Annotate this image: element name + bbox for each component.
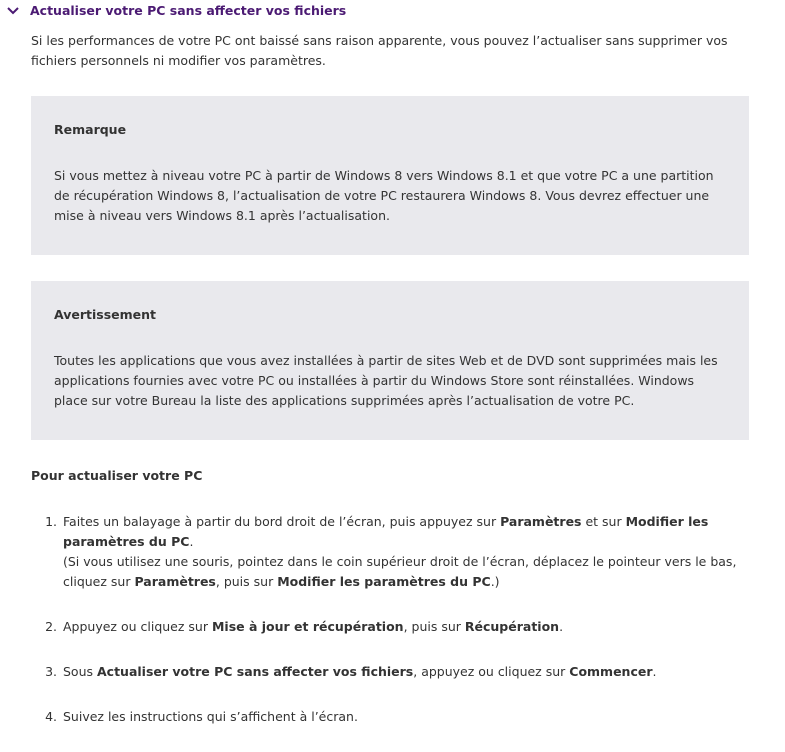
note-title: Remarque [54,122,127,137]
step-number: 4. [45,709,57,724]
step-number: 2. [45,619,57,634]
step-text-part: . [189,534,194,549]
step-text-part: , puis sur [215,574,278,589]
step-ui-term: Actualiser votre PC sans affecter vos fichiers [97,664,414,679]
step-text-part: Faites un balayage à partir du bord droit de l’écran, puis appuyez sur [63,514,501,529]
warning-title: Avertissement [54,307,157,322]
step-text-part: et sur [581,514,626,529]
step-item [31,512,746,592]
section-intro: Si les performances de votre PC ont baissé sans raison apparente, vous pouvez l’actualiser sans supprimer vos fichiers personnels ni modifier vos paramètres. [31,33,728,68]
step-text-part: Suivez les instructions qui s’affichent à l’écran. [63,709,358,724]
step-text [63,707,746,727]
step-number: 3. [45,664,57,679]
step-ui-term: Modifier les paramètres du PC [63,514,709,549]
step-text [63,617,746,637]
step-ui-term: Paramètres [500,514,582,529]
note-callout [31,96,749,255]
step-text-part: Sous [63,664,97,679]
step-item [31,617,746,637]
step-item [31,662,746,682]
warning-callout [31,281,749,440]
step-text-part: . [559,619,564,634]
note-body: Si vous mettez à niveau votre PC à partir de Windows 8 vers Windows 8.1 et que votre PC a une partition de récupération Windows 8, l’actualisation de votre PC restaurera Windows 8. Vous devrez effectuer une mise à niveau vers Windows 8.1 après l’actualisation. [54,168,714,223]
step-number: 1. [45,514,57,529]
step-item [31,707,746,727]
step-ui-term: Mise à jour et récupération [211,619,404,634]
step-text-part: . [652,664,657,679]
step-text-part: , puis sur [403,619,465,634]
step-ui-term: Paramètres [134,574,216,589]
step-text [63,662,746,682]
step-ui-term: Modifier les paramètres du PC [277,574,491,589]
step-text [63,512,746,592]
warning-body: Toutes les applications que vous avez installées à partir de sites Web et de DVD sont supprimées mais les applications fournies avec votre PC ou installées à partir du Windows Store sont réinstallées. Windows place sur votre Bureau la liste des applications supprimées après l’actualisation de votre PC. [54,353,718,408]
step-ui-term: Récupération [464,619,560,634]
procedure-steps [31,512,746,752]
chevron-down-icon [6,4,20,18]
section-header-toggle[interactable] [6,0,346,22]
step-ui-term: Commencer [569,664,653,679]
step-text-part: , appuyez ou cliquez sur [413,664,570,679]
step-text-part: Appuyez ou cliquez sur [63,619,212,634]
step-text-part: .) [490,574,500,589]
section-title: Actualiser votre PC sans affecter vos fichiers [30,3,347,18]
step-text-part: (Si vous utilisez une souris, pointez dans le coin supérieur droit de l’écran, déplacez le pointeur vers le bas, cliquez sur [63,554,737,589]
procedure-title: Pour actualiser votre PC [31,468,203,483]
